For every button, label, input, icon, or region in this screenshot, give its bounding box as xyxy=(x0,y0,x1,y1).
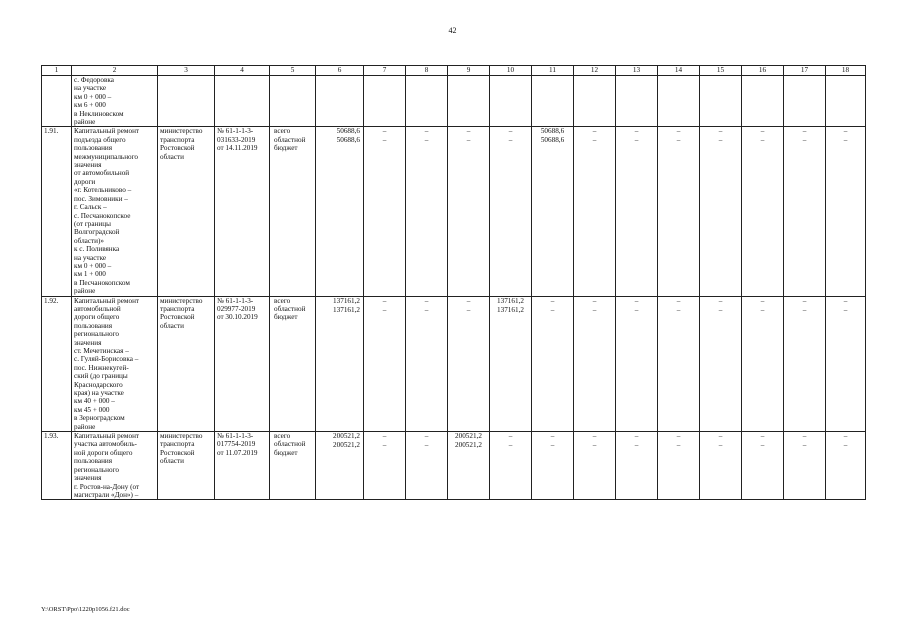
value-cell xyxy=(448,296,490,432)
amount-value: 50688,6 xyxy=(540,136,565,145)
value-cell xyxy=(616,432,658,500)
amount-value: 137161,2 xyxy=(333,305,360,314)
amount-value: – xyxy=(424,296,429,305)
object-description: Капитальный ремонт подъезда общего пользования межмуниципального значения от автомобильной дороги «г. Котельниково – пос. Зимовники – г. Сальск – с. Песчанокопское (от границы Волгоградской области)» к с. Поливянка на участке км 0 + 000 – км 1 + 000 в Песчанокопском районе xyxy=(72,127,158,296)
value-cell xyxy=(406,432,448,500)
amount-value: – xyxy=(508,441,513,450)
value-cell xyxy=(616,127,658,296)
value-cell xyxy=(532,127,574,296)
amount-value: – xyxy=(382,441,387,450)
value-cell xyxy=(742,432,784,500)
value-cell xyxy=(826,296,866,432)
amount-value: 200521,2 xyxy=(333,441,360,450)
empty-cell xyxy=(574,76,616,127)
column-header-17: 17 xyxy=(784,66,826,76)
amount-value: – xyxy=(718,136,723,145)
amount-value: 137161,2 xyxy=(497,296,524,305)
amount-value: – xyxy=(802,441,807,450)
expertise-document: № 61-1-1-3- 017754-2019 от 11.07.2019 xyxy=(215,432,270,500)
empty-cell xyxy=(270,76,316,127)
amount-value: – xyxy=(676,296,681,305)
value-cell xyxy=(532,296,574,432)
amount-value: 137161,2 xyxy=(497,305,524,314)
value-cell xyxy=(616,296,658,432)
funding-source-label: всего xyxy=(274,296,291,305)
empty-cell xyxy=(658,76,700,127)
column-header-11: 11 xyxy=(532,66,574,76)
amount-value: – xyxy=(760,305,765,314)
amount-value: 137161,2 xyxy=(333,296,360,305)
amount-value: – xyxy=(634,136,639,145)
value-cell xyxy=(700,296,742,432)
funding-sources xyxy=(270,296,316,432)
row-number-cell xyxy=(42,76,72,127)
amount-value: – xyxy=(802,296,807,305)
column-header-2: 2 xyxy=(72,66,158,76)
value-cell xyxy=(364,432,406,500)
customer-name: министерство транспорта Ростовской области xyxy=(158,296,215,432)
amount-value: – xyxy=(760,136,765,145)
column-header-4: 4 xyxy=(215,66,270,76)
value-cell xyxy=(742,296,784,432)
value-cell xyxy=(490,296,532,432)
amount-value: – xyxy=(592,127,597,136)
value-cell xyxy=(700,432,742,500)
amount-value: – xyxy=(550,441,555,450)
empty-cell xyxy=(616,76,658,127)
empty-cell xyxy=(158,76,215,127)
row-number: 1.93. xyxy=(42,432,72,500)
empty-cell xyxy=(215,76,270,127)
value-cell xyxy=(658,127,700,296)
amount-value: – xyxy=(843,127,848,136)
page-number: 42 xyxy=(448,26,457,35)
row-number: 1.92. xyxy=(42,296,72,432)
empty-cell xyxy=(316,76,364,127)
value-cell xyxy=(406,127,448,296)
value-cell xyxy=(532,432,574,500)
amount-value: 50688,6 xyxy=(336,127,360,136)
amount-value: – xyxy=(843,296,848,305)
funding-source-label: областной бюджет xyxy=(274,135,306,153)
amount-value: – xyxy=(634,432,639,441)
funding-source-label: областной бюджет xyxy=(274,304,306,322)
amount-value: – xyxy=(802,136,807,145)
amount-value: – xyxy=(466,136,471,145)
amount-value: – xyxy=(424,432,429,441)
amount-value: – xyxy=(424,305,429,314)
expertise-document: № 61-1-1-3- 029977-2019 от 30.10.2019 xyxy=(215,296,270,432)
value-cell xyxy=(826,432,866,500)
amount-value: – xyxy=(508,432,513,441)
amount-value: – xyxy=(843,441,848,450)
amount-value: – xyxy=(592,432,597,441)
amount-value: – xyxy=(760,127,765,136)
value-cell xyxy=(448,432,490,500)
amount-value: – xyxy=(508,127,513,136)
value-cell xyxy=(316,432,364,500)
funding-sources xyxy=(270,127,316,296)
empty-cell xyxy=(784,76,826,127)
column-header-18: 18 xyxy=(826,66,866,76)
column-number-row xyxy=(42,66,866,76)
column-header-15: 15 xyxy=(700,66,742,76)
value-cell xyxy=(490,432,532,500)
amount-value: – xyxy=(760,296,765,305)
amount-value: – xyxy=(718,432,723,441)
column-header-12: 12 xyxy=(574,66,616,76)
value-cell xyxy=(742,127,784,296)
amount-value: – xyxy=(802,432,807,441)
amount-value: – xyxy=(508,136,513,145)
amount-value: 200521,2 xyxy=(333,432,360,441)
table-row xyxy=(42,432,866,500)
file-path-footer: Y:\ORST\Ppo\1220p1056.f21.doc xyxy=(41,606,130,613)
object-description: с. Федоровка на участке км 0 + 000 – км 6 + 000 в Неклиновском районе xyxy=(72,76,158,127)
column-header-9: 9 xyxy=(448,66,490,76)
column-header-8: 8 xyxy=(406,66,448,76)
empty-cell xyxy=(742,76,784,127)
customer-name: министерство транспорта Ростовской области xyxy=(158,127,215,296)
budget-table xyxy=(41,65,866,500)
column-header-14: 14 xyxy=(658,66,700,76)
amount-value: – xyxy=(592,305,597,314)
empty-cell xyxy=(490,76,532,127)
column-header-1: 1 xyxy=(42,66,72,76)
value-cell xyxy=(448,127,490,296)
value-cell xyxy=(490,127,532,296)
amount-value: – xyxy=(550,432,555,441)
amount-value: – xyxy=(634,296,639,305)
value-cell xyxy=(700,127,742,296)
amount-value: – xyxy=(424,127,429,136)
amount-value: – xyxy=(382,296,387,305)
amount-value: 50688,6 xyxy=(336,136,360,145)
table-row-continuation xyxy=(42,76,866,127)
amount-value: – xyxy=(843,305,848,314)
amount-value: – xyxy=(634,305,639,314)
value-cell xyxy=(316,127,364,296)
amount-value: 200521,2 xyxy=(455,441,482,450)
column-header-7: 7 xyxy=(364,66,406,76)
value-cell xyxy=(406,296,448,432)
table-row xyxy=(42,127,866,296)
amount-value: – xyxy=(718,296,723,305)
column-header-13: 13 xyxy=(616,66,658,76)
amount-value: – xyxy=(760,441,765,450)
amount-value: – xyxy=(843,136,848,145)
amount-value: – xyxy=(550,305,555,314)
amount-value: – xyxy=(676,441,681,450)
column-header-6: 6 xyxy=(316,66,364,76)
amount-value: – xyxy=(550,296,555,305)
value-cell xyxy=(784,127,826,296)
column-header-3: 3 xyxy=(158,66,215,76)
value-cell xyxy=(574,432,616,500)
amount-value: – xyxy=(676,136,681,145)
value-cell xyxy=(364,127,406,296)
amount-value: – xyxy=(718,441,723,450)
empty-cell xyxy=(700,76,742,127)
amount-value: – xyxy=(466,296,471,305)
row-number: 1.91. xyxy=(42,127,72,296)
empty-cell xyxy=(532,76,574,127)
amount-value: – xyxy=(382,127,387,136)
value-cell xyxy=(574,127,616,296)
amount-value: – xyxy=(424,136,429,145)
funding-source-label: всего xyxy=(274,127,291,136)
amount-value: – xyxy=(634,127,639,136)
value-cell xyxy=(658,432,700,500)
amount-value: – xyxy=(676,127,681,136)
amount-value: – xyxy=(760,432,765,441)
amount-value: – xyxy=(466,305,471,314)
amount-value: – xyxy=(676,305,681,314)
value-cell xyxy=(826,127,866,296)
empty-cell xyxy=(448,76,490,127)
value-cell xyxy=(658,296,700,432)
customer-name: министерство транспорта Ростовской области xyxy=(158,432,215,500)
column-header-10: 10 xyxy=(490,66,532,76)
amount-value: – xyxy=(802,127,807,136)
object-description: Капитальный ремонт автомобильной дороги общего пользования регионального значения ст. Мечетинская – с. Гуляй-Борисовка – пос. Нижнекугей- ский (до границы Краснодарского края) на участке км 40 + 000 – км 45 + 000 в Зерноградском районе xyxy=(72,296,158,432)
column-header-16: 16 xyxy=(742,66,784,76)
object-description: Капитальный ремонт участка автомобиль- ной дороги общего пользования регионального значения г. Ростов-на-Дону (от магистрали «Дон») – xyxy=(72,432,158,500)
funding-source-label: всего xyxy=(274,432,291,441)
column-header-5: 5 xyxy=(270,66,316,76)
amount-value: – xyxy=(676,432,681,441)
amount-value: – xyxy=(592,296,597,305)
amount-value: – xyxy=(424,441,429,450)
amount-value: – xyxy=(382,432,387,441)
amount-value: 50688,6 xyxy=(540,127,565,136)
value-cell xyxy=(574,296,616,432)
amount-value: – xyxy=(592,441,597,450)
amount-value: – xyxy=(382,305,387,314)
value-cell xyxy=(364,296,406,432)
amount-value: – xyxy=(466,127,471,136)
empty-cell xyxy=(406,76,448,127)
amount-value: – xyxy=(592,136,597,145)
funding-source-label: областной бюджет xyxy=(274,440,306,457)
empty-cell xyxy=(364,76,406,127)
funding-sources xyxy=(270,432,316,500)
empty-cell xyxy=(826,76,866,127)
expertise-document: № 61-1-1-3- 031633-2019 от 14.11.2019 xyxy=(215,127,270,296)
value-cell xyxy=(316,296,364,432)
amount-value: – xyxy=(843,432,848,441)
amount-value: 200521,2 xyxy=(455,432,482,441)
value-cell xyxy=(784,432,826,500)
amount-value: – xyxy=(382,136,387,145)
amount-value: – xyxy=(718,305,723,314)
amount-value: – xyxy=(802,305,807,314)
value-cell xyxy=(784,296,826,432)
amount-value: – xyxy=(718,127,723,136)
amount-value: – xyxy=(634,441,639,450)
table-row xyxy=(42,296,866,432)
